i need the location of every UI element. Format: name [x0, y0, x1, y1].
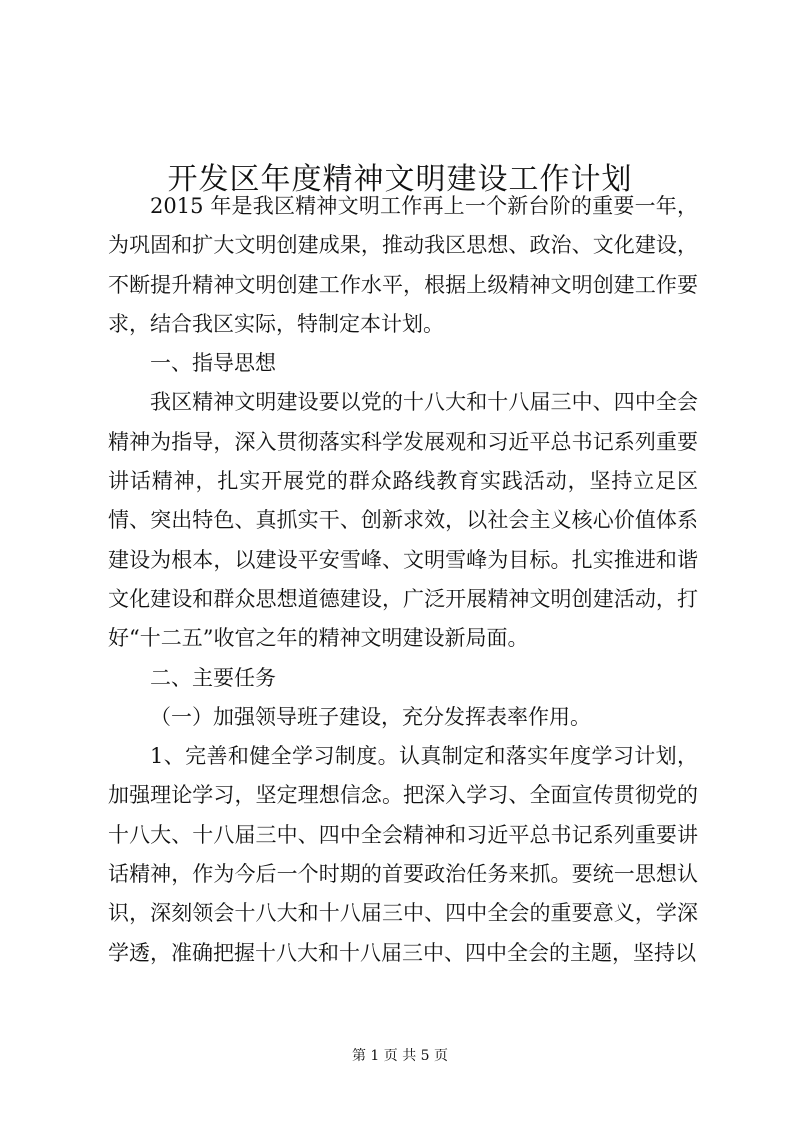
paragraph-intro: 2015 年是我区精神文明工作再上一个新台阶的重要一年，为巩固和扩大文明创建成果，推动我区思想、政治、文化建设，不断提升精神文明创建工作水平，根据上级精神文明创建工作要求，结合我区实际，特制定本计划。 [108, 194, 698, 336]
subheading-leadership: （一）加强领导班子建设，充分发挥表率作用。 [150, 704, 591, 729]
document-title: 开发区年度精神文明建设工作计划 [167, 162, 633, 198]
heading-main-tasks: 二、主要任务 [150, 665, 276, 690]
document-body [108, 187, 698, 973]
paragraph-guiding-thought: 我区精神文明建设要以党的十八大和十八届三中、四中全会精神为指导，深入贯彻落实科学发展观和习近平总书记系列重要讲话精神，扎实开展党的群众路线教育实践活动，坚持立足区情、突出特色、真抓实干、创新求效，以社会主义核心价值体系建设为根本，以建设平安雪峰、文明雪峰为目标。扎实推进和谐文化建设和群众思想道德建设，广泛开展精神文明创建活动，打好“十二五”收官之年的精神文明建设新局面。 [108, 390, 698, 651]
paragraph-study-system: 1、完善和健全学习制度。认真制定和落实年度学习计划，加强理论学习，坚定理想信念。把深入学习、全面宣传贯彻党的十八大、十八届三中、四中全会精神和习近平总书记系列重要讲话精神，作为今后一个时期的首要政治任务来抓。要统一思想认识，深刻领会十八大和十八届三中、四中全会的重要意义，学深学透，准确把握十八大和十八届三中、四中全会的主题，坚持以 [108, 744, 698, 965]
page-footer: 第 1 页 共 5 页 [351, 1048, 449, 1064]
heading-guiding-thought: 一、指导思想 [150, 351, 276, 376]
